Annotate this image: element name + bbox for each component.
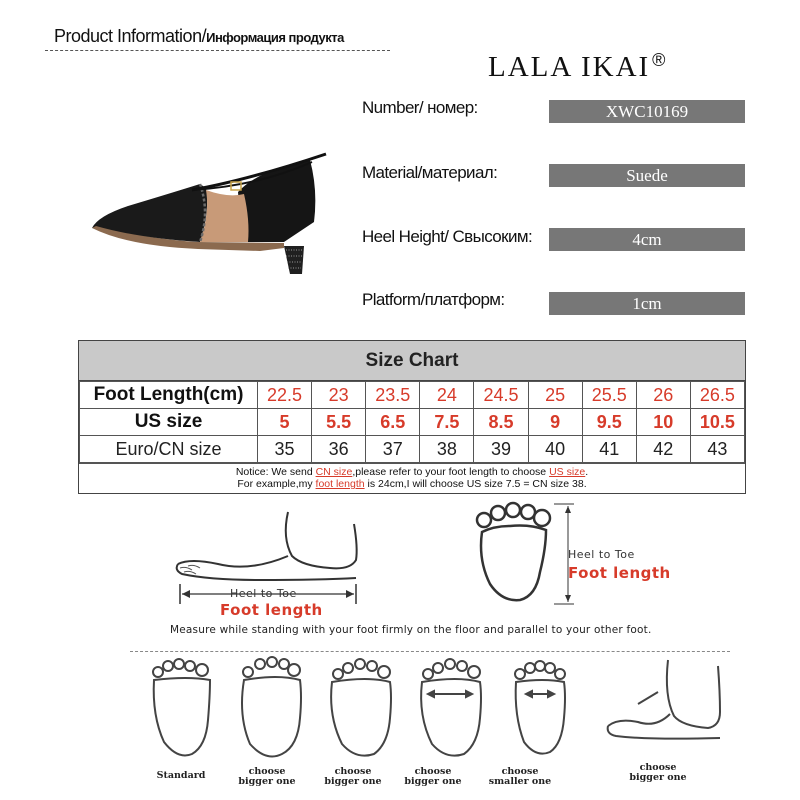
- notice-text: ,please refer to your foot length to choose: [352, 466, 550, 478]
- foot-type-line2: bigger one: [629, 772, 687, 783]
- spec-value-platform: 1cm: [549, 292, 745, 315]
- row-header: US size: [80, 409, 258, 436]
- table-cell: 24.5: [474, 382, 528, 409]
- table-cell: 39: [474, 436, 528, 463]
- spec-value-number: XWC10169: [549, 100, 745, 123]
- table-cell: 25: [528, 382, 582, 409]
- table-cell: 23: [312, 382, 366, 409]
- table-cell: 10.5: [690, 409, 744, 436]
- table-cell: 36: [312, 436, 366, 463]
- table-cell: 7.5: [420, 409, 474, 436]
- notice-text: For example,my: [237, 478, 316, 490]
- side-foot-length-label: Foot length: [220, 601, 323, 619]
- size-table: [79, 381, 745, 463]
- spec-label-material: Material/материал:: [362, 163, 498, 182]
- table-cell: 5.5: [312, 409, 366, 436]
- table-cell: 10: [636, 409, 690, 436]
- size-chart-title: Size Chart: [79, 341, 745, 381]
- notice-line-1: [79, 466, 745, 478]
- table-cell: 9: [528, 409, 582, 436]
- table-row: [80, 409, 745, 436]
- foot-type-caption: [620, 763, 696, 783]
- table-row: [80, 382, 745, 409]
- size-notice: [79, 463, 745, 493]
- foot-type-caption: [482, 767, 558, 787]
- notice-highlight: US size: [549, 466, 586, 478]
- foot-type-line1: choose: [414, 766, 452, 777]
- foot-type-caption: [146, 771, 216, 781]
- table-cell: 26.5: [690, 382, 744, 409]
- table-cell: 42: [636, 436, 690, 463]
- table-cell: 26: [636, 382, 690, 409]
- table-cell: 25.5: [582, 382, 636, 409]
- table-cell: 23.5: [366, 382, 420, 409]
- foot-type-line1: choose: [501, 766, 539, 777]
- table-cell: 8.5: [474, 409, 528, 436]
- top-heel-to-toe-label: Heel to Toe: [568, 548, 635, 561]
- foot-type-caption: [318, 767, 388, 787]
- foot-type-line2: bigger one: [324, 776, 382, 787]
- table-row: [80, 436, 745, 463]
- foot-type-line2: bigger one: [404, 776, 462, 787]
- spec-value-material: Suede: [549, 164, 745, 187]
- spec-label-heel-height: Heel Height/ Свысоким:: [362, 227, 533, 246]
- title-ru: Информация продукта: [206, 30, 344, 45]
- table-cell: 38: [420, 436, 474, 463]
- table-cell: 9.5: [582, 409, 636, 436]
- page-title: [54, 26, 344, 47]
- spec-value-heel-height: 4cm: [549, 228, 745, 251]
- foot-type-caption: [398, 767, 468, 787]
- notice-text: is 24cm,I will choose US size 7.5 = CN size 38.: [364, 478, 587, 490]
- spec-label-platform: Platform/платформ:: [362, 290, 505, 309]
- notice-highlight: CN size: [315, 466, 353, 478]
- foot-type-line2: bigger one: [238, 776, 296, 787]
- foot-type-caption: [232, 767, 302, 787]
- notice-text: .: [585, 466, 589, 478]
- foot-type-line1: Standard: [156, 770, 206, 781]
- top-foot-length-label: Foot length: [568, 564, 671, 582]
- spec-label-number: Number/ номер:: [362, 98, 478, 117]
- foot-type-line1: choose: [248, 766, 286, 777]
- side-heel-to-toe-label: Heel to Toe: [230, 587, 297, 600]
- registered-mark: ®: [652, 50, 668, 70]
- notice-line-2: [79, 478, 745, 490]
- shoe-image: [88, 150, 333, 275]
- title-en: Product Information/: [54, 26, 207, 46]
- notice-text: Notice: We send: [235, 466, 316, 478]
- header-divider: [45, 50, 390, 51]
- foot-types-divider: [130, 651, 730, 652]
- foot-types-diagram: [138, 656, 738, 766]
- foot-type-line1: choose: [639, 762, 677, 773]
- table-cell: 41: [582, 436, 636, 463]
- row-header: Euro/CN size: [80, 436, 258, 463]
- foot-type-line1: choose: [334, 766, 372, 777]
- table-cell: 6.5: [366, 409, 420, 436]
- table-cell: 5: [258, 409, 312, 436]
- table-cell: 40: [528, 436, 582, 463]
- table-cell: 35: [258, 436, 312, 463]
- table-cell: 37: [366, 436, 420, 463]
- row-header: Foot Length(cm): [80, 382, 258, 409]
- measure-instruction: Measure while standing with your foot firmly on the floor and parallel to your other foot.: [170, 624, 652, 636]
- brand-name: LALA IKAI: [488, 51, 651, 83]
- table-cell: 22.5: [258, 382, 312, 409]
- table-cell: 24: [420, 382, 474, 409]
- size-chart: [78, 340, 746, 494]
- notice-highlight: foot length: [315, 478, 365, 490]
- foot-type-line2: smaller one: [488, 776, 552, 787]
- table-cell: 43: [690, 436, 744, 463]
- brand-logo: [488, 50, 667, 84]
